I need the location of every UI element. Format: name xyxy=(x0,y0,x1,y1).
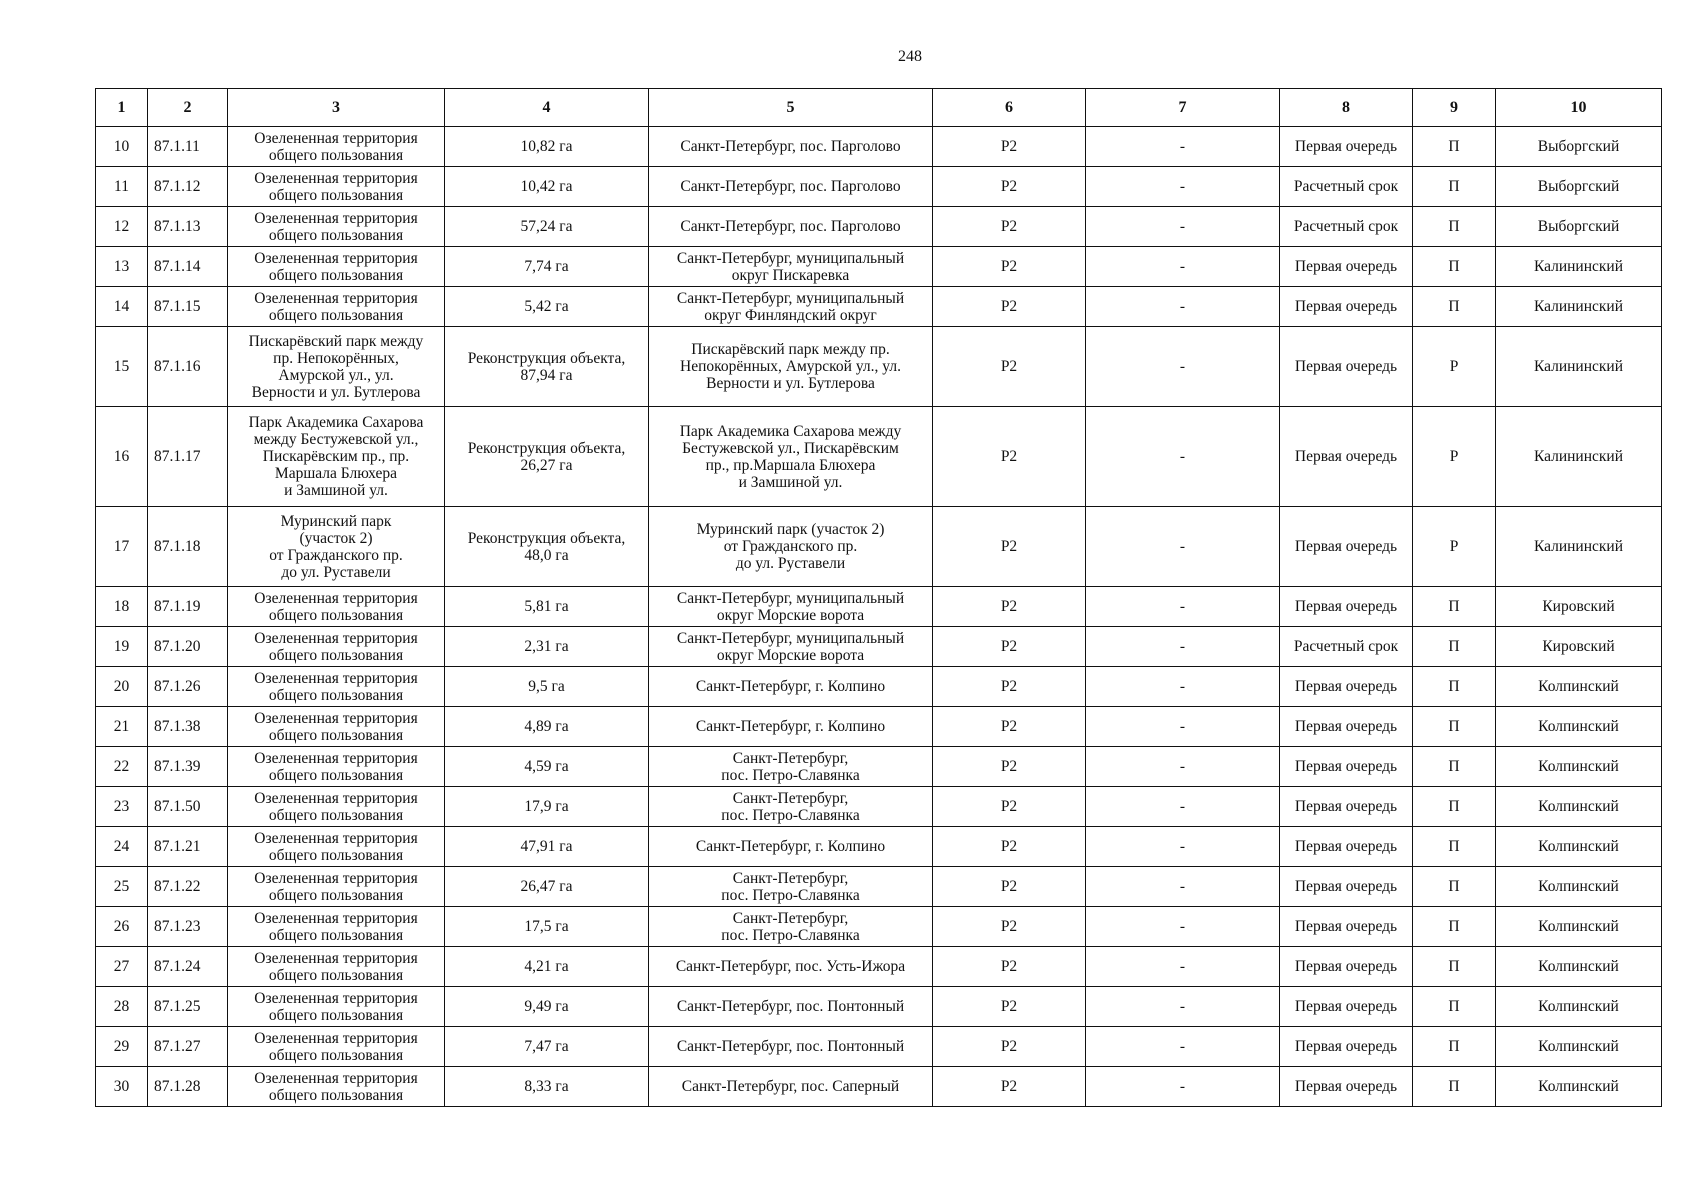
cell-stage: Первая очередь xyxy=(1280,507,1413,587)
cell-stage: Расчетный срок xyxy=(1280,207,1413,247)
table-row xyxy=(96,207,1662,247)
cell-object-name: Озелененная территория общего пользования xyxy=(228,907,445,947)
cell-district: Выборгский xyxy=(1496,207,1662,247)
table-row xyxy=(96,667,1662,707)
cell-type: П xyxy=(1413,127,1496,167)
cell-object-name: Озелененная территория общего пользования xyxy=(228,587,445,627)
cell-location: Санкт-Петербург, муниципальный округ Пискаревка xyxy=(649,247,933,287)
cell-area: 26,47 га xyxy=(445,867,649,907)
cell-column-7: - xyxy=(1086,287,1280,327)
cell-stage: Первая очередь xyxy=(1280,907,1413,947)
cell-location: Парк Академика Сахарова между Бестужевской ул., Пискарёвским пр., пр.Маршала Блюхера и Замшиной ул. xyxy=(649,407,933,507)
cell-location: Санкт-Петербург, г. Колпино xyxy=(649,827,933,867)
cell-location: Муринский парк (участок 2) от Гражданского пр. до ул. Руставели xyxy=(649,507,933,587)
cell-type: П xyxy=(1413,587,1496,627)
cell-object-name: Озелененная территория общего пользования xyxy=(228,247,445,287)
cell-zone: Р2 xyxy=(933,747,1086,787)
cell-row-number: 18 xyxy=(96,587,148,627)
table-row xyxy=(96,787,1662,827)
cell-area: 9,49 га xyxy=(445,987,649,1027)
table-row xyxy=(96,827,1662,867)
cell-row-number: 11 xyxy=(96,167,148,207)
table-row xyxy=(96,407,1662,507)
cell-stage: Первая очередь xyxy=(1280,587,1413,627)
cell-column-7: - xyxy=(1086,907,1280,947)
cell-row-number: 29 xyxy=(96,1027,148,1067)
cell-area: 9,5 га xyxy=(445,667,649,707)
cell-object-code: 87.1.15 xyxy=(148,287,228,327)
column-header: 4 xyxy=(445,89,649,127)
cell-location: Санкт-Петербург, пос. Петро-Славянка xyxy=(649,747,933,787)
cell-stage: Первая очередь xyxy=(1280,947,1413,987)
table-row xyxy=(96,1027,1662,1067)
cell-column-7: - xyxy=(1086,167,1280,207)
cell-object-name: Озелененная территория общего пользования xyxy=(228,627,445,667)
cell-stage: Первая очередь xyxy=(1280,127,1413,167)
cell-area: 4,21 га xyxy=(445,947,649,987)
cell-row-number: 15 xyxy=(96,327,148,407)
cell-row-number: 14 xyxy=(96,287,148,327)
cell-object-name: Озелененная территория общего пользования xyxy=(228,167,445,207)
cell-object-name: Озелененная территория общего пользования xyxy=(228,667,445,707)
cell-district: Колпинский xyxy=(1496,707,1662,747)
cell-district: Выборгский xyxy=(1496,127,1662,167)
table-row xyxy=(96,987,1662,1027)
cell-area: Реконструкция объекта, 26,27 га xyxy=(445,407,649,507)
table-row xyxy=(96,247,1662,287)
cell-type: П xyxy=(1413,987,1496,1027)
cell-zone: Р2 xyxy=(933,907,1086,947)
cell-row-number: 22 xyxy=(96,747,148,787)
cell-stage: Расчетный срок xyxy=(1280,627,1413,667)
cell-row-number: 27 xyxy=(96,947,148,987)
cell-object-code: 87.1.21 xyxy=(148,827,228,867)
table-row xyxy=(96,707,1662,747)
cell-object-code: 87.1.25 xyxy=(148,987,228,1027)
cell-location: Санкт-Петербург, пос. Парголово xyxy=(649,127,933,167)
cell-object-code: 87.1.20 xyxy=(148,627,228,667)
cell-row-number: 16 xyxy=(96,407,148,507)
column-header: 5 xyxy=(649,89,933,127)
cell-district: Калининский xyxy=(1496,327,1662,407)
cell-type: П xyxy=(1413,867,1496,907)
table-row xyxy=(96,327,1662,407)
cell-type: П xyxy=(1413,947,1496,987)
cell-row-number: 30 xyxy=(96,1067,148,1107)
cell-district: Выборгский xyxy=(1496,167,1662,207)
cell-zone: Р2 xyxy=(933,507,1086,587)
cell-area: 7,47 га xyxy=(445,1027,649,1067)
cell-column-7: - xyxy=(1086,747,1280,787)
cell-object-code: 87.1.18 xyxy=(148,507,228,587)
cell-type: Р xyxy=(1413,507,1496,587)
cell-location: Санкт-Петербург, пос. Парголово xyxy=(649,167,933,207)
cell-object-code: 87.1.27 xyxy=(148,1027,228,1067)
cell-area: 47,91 га xyxy=(445,827,649,867)
cell-type: Р xyxy=(1413,407,1496,507)
cell-zone: Р2 xyxy=(933,707,1086,747)
cell-column-7: - xyxy=(1086,327,1280,407)
cell-row-number: 19 xyxy=(96,627,148,667)
table-row xyxy=(96,1067,1662,1107)
cell-district: Колпинский xyxy=(1496,1067,1662,1107)
cell-column-7: - xyxy=(1086,787,1280,827)
column-header: 7 xyxy=(1086,89,1280,127)
cell-column-7: - xyxy=(1086,1027,1280,1067)
cell-column-7: - xyxy=(1086,627,1280,667)
cell-zone: Р2 xyxy=(933,1067,1086,1107)
column-header: 8 xyxy=(1280,89,1413,127)
cell-location: Санкт-Петербург, муниципальный округ Морские ворота xyxy=(649,587,933,627)
cell-type: П xyxy=(1413,1067,1496,1107)
cell-row-number: 24 xyxy=(96,827,148,867)
cell-type: П xyxy=(1413,627,1496,667)
cell-type: П xyxy=(1413,827,1496,867)
cell-area: 4,89 га xyxy=(445,707,649,747)
cell-object-code: 87.1.28 xyxy=(148,1067,228,1107)
cell-location: Санкт-Петербург, г. Колпино xyxy=(649,707,933,747)
cell-object-code: 87.1.38 xyxy=(148,707,228,747)
cell-object-code: 87.1.39 xyxy=(148,747,228,787)
cell-location: Санкт-Петербург, г. Колпино xyxy=(649,667,933,707)
cell-row-number: 10 xyxy=(96,127,148,167)
cell-area: 10,42 га xyxy=(445,167,649,207)
cell-stage: Первая очередь xyxy=(1280,667,1413,707)
cell-location: Санкт-Петербург, пос. Парголово xyxy=(649,207,933,247)
cell-zone: Р2 xyxy=(933,827,1086,867)
cell-row-number: 12 xyxy=(96,207,148,247)
cell-area: 5,81 га xyxy=(445,587,649,627)
cell-column-7: - xyxy=(1086,827,1280,867)
cell-zone: Р2 xyxy=(933,987,1086,1027)
cell-object-name: Озелененная территория общего пользования xyxy=(228,947,445,987)
cell-type: П xyxy=(1413,667,1496,707)
cell-district: Колпинский xyxy=(1496,907,1662,947)
cell-column-7: - xyxy=(1086,507,1280,587)
cell-district: Колпинский xyxy=(1496,667,1662,707)
cell-area: 17,5 га xyxy=(445,907,649,947)
cell-zone: Р2 xyxy=(933,327,1086,407)
cell-column-7: - xyxy=(1086,987,1280,1027)
cell-zone: Р2 xyxy=(933,867,1086,907)
table-row xyxy=(96,747,1662,787)
cell-district: Калининский xyxy=(1496,507,1662,587)
cell-stage: Первая очередь xyxy=(1280,787,1413,827)
table-row xyxy=(96,947,1662,987)
cell-district: Кировский xyxy=(1496,627,1662,667)
cell-object-code: 87.1.50 xyxy=(148,787,228,827)
cell-column-7: - xyxy=(1086,407,1280,507)
cell-zone: Р2 xyxy=(933,167,1086,207)
cell-type: П xyxy=(1413,907,1496,947)
cell-district: Колпинский xyxy=(1496,1027,1662,1067)
cell-object-code: 87.1.13 xyxy=(148,207,228,247)
cell-district: Колпинский xyxy=(1496,947,1662,987)
cell-area: 4,59 га xyxy=(445,747,649,787)
cell-stage: Первая очередь xyxy=(1280,1067,1413,1107)
cell-column-7: - xyxy=(1086,587,1280,627)
cell-location: Пискарёвский парк между пр. Непокорённых, Амурской ул., ул. Верности и ул. Бутлерова xyxy=(649,327,933,407)
cell-stage: Расчетный срок xyxy=(1280,167,1413,207)
cell-row-number: 21 xyxy=(96,707,148,747)
cell-area: 57,24 га xyxy=(445,207,649,247)
cell-zone: Р2 xyxy=(933,667,1086,707)
column-header: 2 xyxy=(148,89,228,127)
table-row xyxy=(96,587,1662,627)
cell-area: 5,42 га xyxy=(445,287,649,327)
cell-zone: Р2 xyxy=(933,1027,1086,1067)
cell-area: 2,31 га xyxy=(445,627,649,667)
cell-column-7: - xyxy=(1086,127,1280,167)
cell-district: Калининский xyxy=(1496,287,1662,327)
cell-location: Санкт-Петербург, пос. Понтонный xyxy=(649,1027,933,1067)
cell-stage: Первая очередь xyxy=(1280,867,1413,907)
cell-object-name: Озелененная территория общего пользования xyxy=(228,287,445,327)
header-row xyxy=(96,89,1662,127)
cell-object-name: Озелененная территория общего пользования xyxy=(228,127,445,167)
cell-type: П xyxy=(1413,787,1496,827)
cell-area: 8,33 га xyxy=(445,1067,649,1107)
cell-stage: Первая очередь xyxy=(1280,827,1413,867)
cell-object-code: 87.1.11 xyxy=(148,127,228,167)
cell-column-7: - xyxy=(1086,707,1280,747)
cell-district: Колпинский xyxy=(1496,987,1662,1027)
cell-location: Санкт-Петербург, пос. Саперный xyxy=(649,1067,933,1107)
column-header: 1 xyxy=(96,89,148,127)
table-header xyxy=(96,89,1662,127)
cell-location: Санкт-Петербург, пос. Понтонный xyxy=(649,987,933,1027)
cell-zone: Р2 xyxy=(933,627,1086,667)
cell-row-number: 25 xyxy=(96,867,148,907)
cell-stage: Первая очередь xyxy=(1280,287,1413,327)
cell-stage: Первая очередь xyxy=(1280,327,1413,407)
cell-row-number: 20 xyxy=(96,667,148,707)
cell-type: П xyxy=(1413,747,1496,787)
cell-object-code: 87.1.22 xyxy=(148,867,228,907)
cell-object-name: Озелененная территория общего пользования xyxy=(228,1027,445,1067)
cell-object-code: 87.1.17 xyxy=(148,407,228,507)
column-header: 3 xyxy=(228,89,445,127)
cell-zone: Р2 xyxy=(933,587,1086,627)
cell-object-name: Озелененная территория общего пользования xyxy=(228,827,445,867)
cell-area: Реконструкция объекта, 87,94 га xyxy=(445,327,649,407)
cell-area: 17,9 га xyxy=(445,787,649,827)
table-row xyxy=(96,907,1662,947)
cell-column-7: - xyxy=(1086,247,1280,287)
cell-district: Колпинский xyxy=(1496,867,1662,907)
cell-district: Колпинский xyxy=(1496,747,1662,787)
cell-type: П xyxy=(1413,707,1496,747)
cell-row-number: 28 xyxy=(96,987,148,1027)
table-row xyxy=(96,167,1662,207)
cell-area: Реконструкция объекта, 48,0 га xyxy=(445,507,649,587)
cell-type: П xyxy=(1413,1027,1496,1067)
cell-zone: Р2 xyxy=(933,127,1086,167)
cell-object-code: 87.1.16 xyxy=(148,327,228,407)
cell-zone: Р2 xyxy=(933,407,1086,507)
cell-object-code: 87.1.24 xyxy=(148,947,228,987)
cell-stage: Первая очередь xyxy=(1280,247,1413,287)
cell-type: П xyxy=(1413,207,1496,247)
cell-row-number: 13 xyxy=(96,247,148,287)
cell-row-number: 23 xyxy=(96,787,148,827)
cell-stage: Первая очередь xyxy=(1280,707,1413,747)
cell-row-number: 17 xyxy=(96,507,148,587)
cell-type: П xyxy=(1413,167,1496,207)
cell-object-name: Озелененная территория общего пользования xyxy=(228,987,445,1027)
cell-stage: Первая очередь xyxy=(1280,407,1413,507)
cell-column-7: - xyxy=(1086,667,1280,707)
cell-object-code: 87.1.19 xyxy=(148,587,228,627)
cell-object-code: 87.1.14 xyxy=(148,247,228,287)
page-number: 248 xyxy=(898,48,922,65)
cell-location: Санкт-Петербург, пос. Петро-Славянка xyxy=(649,787,933,827)
cell-column-7: - xyxy=(1086,947,1280,987)
cell-zone: Р2 xyxy=(933,207,1086,247)
cell-area: 10,82 га xyxy=(445,127,649,167)
table-row xyxy=(96,627,1662,667)
cell-object-name: Озелененная территория общего пользования xyxy=(228,207,445,247)
cell-zone: Р2 xyxy=(933,287,1086,327)
cell-location: Санкт-Петербург, пос. Петро-Славянка xyxy=(649,907,933,947)
column-header: 9 xyxy=(1413,89,1496,127)
cell-object-name: Озелененная территория общего пользования xyxy=(228,747,445,787)
cell-type: П xyxy=(1413,247,1496,287)
cell-column-7: - xyxy=(1086,867,1280,907)
cell-column-7: - xyxy=(1086,1067,1280,1107)
cell-stage: Первая очередь xyxy=(1280,1027,1413,1067)
column-header: 10 xyxy=(1496,89,1662,127)
cell-object-name: Озелененная территория общего пользования xyxy=(228,1067,445,1107)
table-row xyxy=(96,287,1662,327)
table-row xyxy=(96,507,1662,587)
cell-type: Р xyxy=(1413,327,1496,407)
cell-district: Колпинский xyxy=(1496,787,1662,827)
table-body xyxy=(96,127,1662,1107)
cell-zone: Р2 xyxy=(933,947,1086,987)
cell-zone: Р2 xyxy=(933,247,1086,287)
green-territories-table xyxy=(95,88,1662,1107)
cell-district: Калининский xyxy=(1496,247,1662,287)
table-row xyxy=(96,867,1662,907)
cell-district: Кировский xyxy=(1496,587,1662,627)
cell-district: Колпинский xyxy=(1496,827,1662,867)
cell-type: П xyxy=(1413,287,1496,327)
column-header: 6 xyxy=(933,89,1086,127)
cell-object-name: Парк Академика Сахарова между Бестужевской ул., Пискарёвским пр., пр. Маршала Блюхера и Замшиной ул. xyxy=(228,407,445,507)
cell-location: Санкт-Петербург, пос. Усть-Ижора xyxy=(649,947,933,987)
cell-stage: Первая очередь xyxy=(1280,747,1413,787)
cell-object-code: 87.1.23 xyxy=(148,907,228,947)
cell-object-name: Муринский парк (участок 2) от Гражданского пр. до ул. Руставели xyxy=(228,507,445,587)
table-row xyxy=(96,127,1662,167)
cell-area: 7,74 га xyxy=(445,247,649,287)
cell-object-name: Озелененная территория общего пользования xyxy=(228,787,445,827)
cell-row-number: 26 xyxy=(96,907,148,947)
cell-object-name: Пискарёвский парк между пр. Непокорённых, Амурской ул., ул. Верности и ул. Бутлерова xyxy=(228,327,445,407)
cell-object-code: 87.1.26 xyxy=(148,667,228,707)
cell-object-code: 87.1.12 xyxy=(148,167,228,207)
cell-location: Санкт-Петербург, муниципальный округ Финляндский округ xyxy=(649,287,933,327)
cell-location: Санкт-Петербург, пос. Петро-Славянка xyxy=(649,867,933,907)
cell-stage: Первая очередь xyxy=(1280,987,1413,1027)
cell-district: Калининский xyxy=(1496,407,1662,507)
cell-object-name: Озелененная территория общего пользования xyxy=(228,867,445,907)
cell-object-name: Озелененная территория общего пользования xyxy=(228,707,445,747)
cell-column-7: - xyxy=(1086,207,1280,247)
cell-location: Санкт-Петербург, муниципальный округ Морские ворота xyxy=(649,627,933,667)
cell-zone: Р2 xyxy=(933,787,1086,827)
